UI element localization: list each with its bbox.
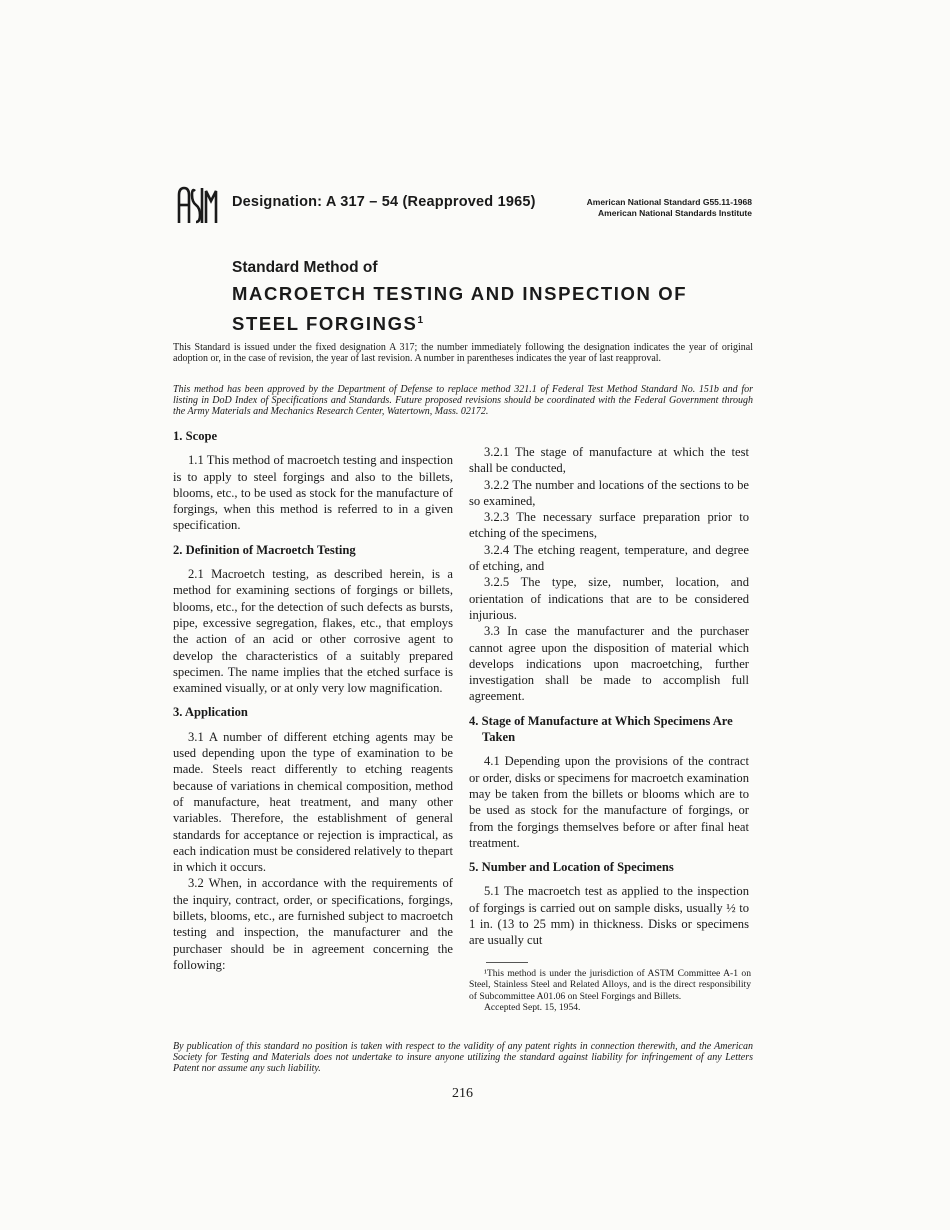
section-1-heading: 1. Scope [173, 429, 218, 443]
page-number: 216 [452, 1086, 473, 1101]
designation-line: Designation: A 317 – 54 (Reapproved 1965) [232, 194, 536, 210]
section-2-heading: 2. Definition of Macroetch Testing [173, 542, 356, 557]
section-5-heading: 5. Number and Location of Specimens [469, 860, 674, 875]
astm-logo-icon [175, 185, 219, 225]
ans-institute: American National Standards Institute [598, 208, 752, 218]
paragraph-3-3: 3.3 In case the manufacturer and the purchaser cannot agree upon the disposition of material which develops indications upon macroetching, further investigation shall be made to accomplish full agreement. [469, 624, 749, 704]
standard-method-label: Standard Method of [232, 259, 378, 276]
paragraph-3-2-5: 3.2.5 The type, size, number, location, and orientation of indications that are to be considered injurious. [469, 575, 749, 622]
document-title [232, 280, 687, 337]
footnote [469, 968, 751, 1014]
issuance-note: This Standard is issued under the fixed designation A 317; the number immediately following the designation indicates the year of original adoption or, in the case of revision, the year of last revision. A number in parentheses indicates the year of last reapproval. [173, 342, 753, 365]
title-line-2: STEEL FORGINGS [232, 313, 418, 335]
right-column [469, 428, 749, 949]
paragraph-5-1: 5.1 The macroetch test as applied to the inspection of forgings is carried out on sample disks, usually ½ to 1 in. (13 to 25 mm) in thickness. Disks or specimens are usually cut [469, 884, 749, 948]
paragraph-4-1: 4.1 Depending upon the provisions of the contract or order, disks or specimens for macroetch examination may be taken from the billets or blooms which are to be used as stock for the manufacture of forgings, or from the forgings themselves before or after final heat treatment. [469, 754, 749, 850]
section-3-heading: 3. Application [173, 705, 248, 720]
paragraph-3-2: 3.2 When, in accordance with the requirements of the inquiry, contract, order, or specifications, forgings, billets, blooms, etc., are furnished subject to macroetch testing and inspection, the manufacturer and the purchaser should be in agreement concerning the following: [173, 876, 453, 972]
paragraph-2-1: 2.1 Macroetch testing, as described herein, is a method for examining sections of forgings or billets, blooms, etc., for the detection of such defects as bursts, pipe, excessive segregation, flakes, etc., that employs the action of an acid or other corrosive agent to develop the characteristics of a suitably prepared specimen. The name implies that the etched surface is examined visually, or at only very low magnification. [173, 567, 453, 696]
footnote-divider [486, 962, 528, 963]
title-footnote-mark: 1 [417, 315, 424, 326]
paragraph-1-1: 1.1 This method of macroetch testing and inspection is to apply to steel forgings and also to the billets, blooms, etc., to be used as stock for the manufacture of forgings, when this method is referred to in a given specification. [173, 453, 453, 533]
american-national-standard-block [520, 197, 752, 219]
paragraph-3-2-4: 3.2.4 The etching reagent, temperature, and degree of etching, and [469, 542, 749, 574]
footnote-accepted: Accepted Sept. 15, 1954. [484, 1002, 581, 1014]
ans-number: American National Standard G55.11-1968 [586, 197, 752, 207]
patent-disclaimer: By publication of this standard no position is taken with respect to the validity of any patent rights in connection therewith, and the American Society for Testing and Materials does not undertake to insure anyone utilizing the standard against liability for infringement of any Letters Patent nor assume any such liability. [173, 1041, 753, 1075]
section-4-heading: 4. Stage of Manufacture at Which Specimens Are Taken [469, 713, 733, 745]
paragraph-3-1: 3.1 A number of different etching agents may be used depending upon the type of examination to be made. Steels react differently to etching reagents because of variations in chemical composition, method of manufacture, heat treatment, and many other variables. Therefore, the establishment of general standards for acceptance or rejection is impractical, as each indication must be considered relatively to thepart in which it occurs. [173, 729, 453, 875]
paragraph-3-2-2: 3.2.2 The number and locations of the sections to be so examined, [469, 477, 749, 508]
paragraph-3-2-3: 3.2.3 The necessary surface preparation prior to etching of the specimens, [469, 510, 749, 541]
title-line-1: MACROETCH TESTING AND INSPECTION OF [232, 283, 688, 304]
footnote-text: ¹This method is under the jurisdiction of ASTM Committee A-1 on Steel, Stainless Steel and Related Alloys, and is the direct responsibility of Subcommittee A01.06 on Steel Forgings and Billets. [469, 968, 751, 1002]
paragraph-3-2-1: 3.2.1 The stage of manufacture at which the test shall be conducted, [469, 445, 749, 476]
approval-note: This method has been approved by the Department of Defense to replace method 321.1 of Federal Test Method Standard No. 151b and for listing in DoD Index of Specifications and Standards. Future proposed revisions should be coordinated with the Federal Government through the Army Materials and Mechanics Research Center, Watertown, Mass. 02172. [173, 384, 753, 418]
left-column [173, 428, 453, 973]
